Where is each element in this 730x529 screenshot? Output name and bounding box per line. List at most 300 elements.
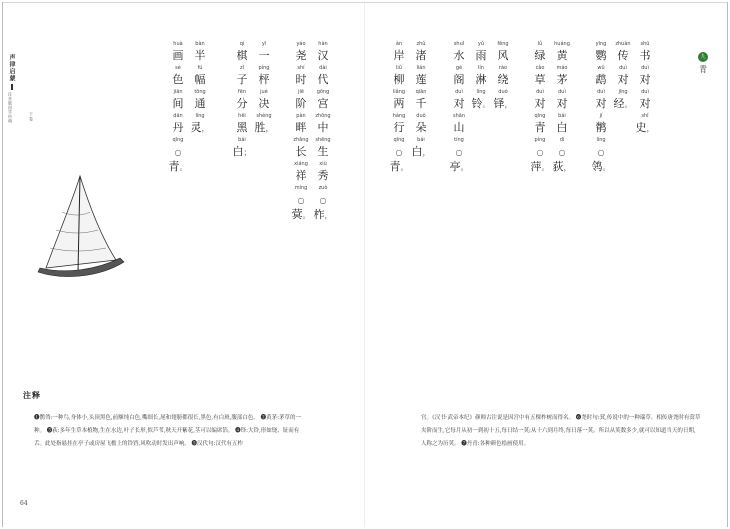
pinyin: zhǎng (293, 137, 309, 143)
hanzi-line (492, 97, 514, 111)
hanzi-line (231, 121, 253, 135)
hanzi-line (612, 97, 634, 111)
pinyin: qīng (534, 113, 546, 119)
page-edge-left (2, 2, 3, 527)
pinyin: zhuàn (615, 41, 631, 47)
pinyin: fú (197, 65, 203, 71)
hanzi: 一 (258, 49, 270, 62)
page-number: 64 (20, 500, 28, 507)
pinyin: gé (455, 65, 463, 71)
pinyin: huáng (554, 41, 570, 47)
hanzi: 鸰 (591, 160, 603, 173)
hanzi: 铎 (493, 97, 505, 110)
pinyin: cǎo (535, 65, 545, 71)
rhyme-circle-mark: ○ (297, 196, 305, 205)
hanzi: 传 (617, 49, 629, 62)
hanzi-line (388, 49, 410, 63)
pinyin: jīng (618, 89, 628, 95)
hanzi: 亭 (449, 160, 461, 173)
poem-column (470, 40, 492, 112)
poem-cell (167, 40, 189, 64)
pinyin: xiáng (294, 161, 308, 167)
hanzi-line (290, 73, 312, 87)
punctuation: 。 (482, 100, 491, 109)
hanzi: 畔 (295, 121, 307, 134)
poem-cell (388, 64, 410, 88)
pinyin: àn (395, 41, 403, 47)
notes-heading: 注释 (23, 390, 41, 400)
pinyin: huà (173, 41, 183, 47)
poem-column (388, 40, 410, 173)
pinyin: duì (558, 89, 566, 95)
poem-cell (529, 88, 551, 112)
pinyin: jiē (298, 89, 304, 95)
poem-cell (410, 40, 432, 64)
hanzi-line (551, 73, 573, 87)
hanzi: 长 (295, 145, 307, 158)
poem-cell (167, 112, 189, 136)
poem-cell (388, 40, 410, 64)
hanzi-line (529, 145, 551, 173)
hanzi: 白 (411, 145, 423, 158)
poem-cell (312, 160, 334, 184)
title-divider (11, 84, 13, 90)
hanzi: 对 (617, 73, 629, 86)
pinyin: wǔ (597, 65, 605, 71)
poem-cell (388, 88, 410, 112)
hanzi-line (612, 73, 634, 87)
pinyin: dí (559, 137, 565, 143)
hanzi-line (231, 49, 253, 63)
pinyin: shí (297, 65, 305, 71)
rhyme-circle-mark: ○ (395, 148, 403, 157)
hanzi-line (189, 49, 211, 63)
hanzi-line (634, 73, 656, 87)
hanzi-line (388, 121, 410, 135)
poem-cell (470, 64, 492, 88)
poem-cell (388, 112, 410, 136)
poem-cell (231, 40, 253, 64)
poem-cell (231, 88, 253, 112)
pinyin: shèng (256, 113, 272, 119)
poem-cell (290, 136, 312, 160)
poem-cell (388, 136, 410, 173)
poem-cell (231, 136, 253, 160)
hanzi-line (634, 49, 656, 63)
notes-left-paragraph: ❶鹡鸰:一种鸟,身体小,头顶黑色,前额纯白色,嘴细长,尾和翅膀都很长,黑色,有白斑,腹部白色。 ❷黄茅:茅草的一种。 ❸荻:多年生草本植物,生在水边,叶子长形,似芦苇,秋天开紫花,茎可以编席箔。 ❹铎:大铃,形如铙、钲而有舌。此处指悬挂在亭子或房屋飞檐上的铃铛,风吹动时发出声响。 ❺汉代句:汉代有五柞 (34, 415, 301, 447)
pinyin: sè (175, 65, 181, 71)
hanzi: 对 (639, 73, 651, 86)
poem-column (634, 40, 656, 136)
rhyme-number-badge: 九 (698, 52, 708, 62)
poem-cell (612, 64, 634, 88)
hanzi-line (590, 97, 612, 111)
poem-column (448, 40, 470, 173)
hanzi: 胜 (254, 121, 266, 134)
punctuation: ， (324, 211, 333, 220)
hanzi: 水 (453, 49, 465, 62)
hanzi: 对 (453, 97, 465, 110)
hanzi: 生 (317, 145, 329, 158)
pinyin: tōng (194, 89, 206, 95)
hanzi-line (290, 97, 312, 111)
pinyin: duì (455, 89, 463, 95)
pinyin: liǔ (396, 65, 402, 71)
hanzi-line (492, 73, 514, 87)
poem-cell (634, 40, 656, 64)
hanzi-line (388, 145, 410, 173)
pinyin: píng (258, 65, 270, 71)
book-subtitle: 注音版国学经典 (8, 92, 13, 124)
hanzi-line (551, 49, 573, 63)
hanzi-line (612, 49, 634, 63)
hanzi-line (253, 97, 275, 111)
hanzi: 朵 (415, 121, 427, 134)
poem-column (410, 40, 432, 160)
hanzi-line (167, 97, 189, 111)
pinyin: lǜ (537, 41, 543, 47)
poem-cell (189, 40, 211, 64)
poem-column (231, 40, 253, 160)
hanzi-line (312, 121, 334, 135)
hanzi: 尧 (295, 49, 307, 62)
poem-cell (634, 112, 656, 136)
pinyin: shǐ (641, 113, 649, 119)
notes-right-paragraph: 宫。《汉书·武帝本纪》颜师古注说是因宫中有五棵柞树而得名。 ❻尧时句:蓂,传说中的一种瑞草。相传唐尧时有蓂草夹阶而生,它每月从初一到初十五,每日结一荚;从十六到月终,每日落一荚。所以从荚数多少,就可以知道当天的日期,人称之为历荚。 ❼丹青:各种颜色绘画使用。 (421, 415, 701, 447)
poem-cell (167, 64, 189, 88)
hanzi-line (551, 145, 573, 173)
pinyin: duì (536, 89, 544, 95)
poem-cell (290, 184, 312, 221)
poem-cell (231, 64, 253, 88)
punctuation: 。 (179, 163, 188, 172)
hanzi-line (388, 73, 410, 87)
hanzi: 淋 (475, 73, 487, 86)
pinyin: bàn (195, 41, 205, 47)
hanzi-line (167, 145, 189, 173)
hanzi: 柳 (393, 73, 405, 86)
poem-cell (612, 40, 634, 64)
hanzi-line (231, 145, 253, 159)
hanzi-line (290, 49, 312, 63)
pinyin: tíng (454, 137, 464, 143)
poem-cell (410, 64, 432, 88)
poem-cell (634, 64, 656, 88)
hanzi-line (529, 49, 551, 63)
hanzi-line (290, 193, 312, 221)
poem-cell (312, 184, 334, 221)
poem-cell (529, 40, 551, 64)
hanzi-line (231, 97, 253, 111)
rhyme-circle-mark: ○ (558, 148, 566, 157)
pinyin: jiān (173, 89, 183, 95)
poem-cell (470, 88, 492, 112)
pinyin: bái (558, 113, 566, 119)
pinyin: liǎng (392, 89, 406, 95)
poem-cell (448, 88, 470, 112)
hanzi-line (551, 121, 573, 135)
pinyin: háng (392, 113, 406, 119)
punctuation: ， (646, 124, 655, 133)
punctuation: ； (243, 148, 252, 157)
poem-column (529, 40, 551, 173)
poem-cell (492, 88, 514, 112)
hanzi: 幅 (194, 73, 206, 86)
hanzi: 蓂 (291, 208, 303, 221)
pinyin: shū (640, 41, 650, 47)
hanzi: 风 (497, 49, 509, 62)
hanzi: 半 (194, 49, 206, 62)
hanzi: 青 (534, 121, 546, 134)
poem-cell (529, 64, 551, 88)
hanzi-line (167, 49, 189, 63)
hanzi: 绿 (534, 49, 546, 62)
hanzi: 对 (534, 97, 546, 110)
poem-cell (448, 40, 470, 64)
pinyin: duǒ (416, 113, 426, 119)
pinyin: duì (597, 89, 605, 95)
hanzi: 阁 (453, 73, 465, 86)
pinyin: hàn (318, 41, 328, 47)
pinyin: dài (319, 65, 327, 71)
hanzi: 阶 (295, 97, 307, 110)
hanzi-line (634, 121, 656, 135)
pinyin: yī (261, 41, 267, 47)
hanzi-line (189, 97, 211, 111)
book-title: 声律启蒙 (8, 54, 15, 82)
hanzi-line (590, 145, 612, 173)
hanzi: 宫 (317, 97, 329, 110)
pinyin: lín (478, 65, 484, 71)
hanzi: 灵 (190, 121, 202, 134)
pinyin: qiān (415, 89, 427, 95)
hanzi-line (529, 121, 551, 135)
poem-cell (529, 136, 551, 173)
poem-cell (634, 88, 656, 112)
hanzi-line (634, 97, 656, 111)
punctuation: 。 (460, 163, 469, 172)
hanzi: 子 (236, 73, 248, 86)
rhyme-circle-mark: ○ (536, 148, 544, 157)
hanzi-line (590, 49, 612, 63)
pinyin: zǐ (239, 65, 244, 71)
hanzi-line (448, 97, 470, 111)
punctuation: 。 (541, 163, 550, 172)
hanzi: 间 (172, 97, 184, 110)
hanzi: 对 (639, 97, 651, 110)
pinyin: jí (599, 113, 603, 119)
pinyin: yáo (296, 41, 306, 47)
hanzi-line (551, 97, 573, 111)
hanzi-line (410, 145, 432, 159)
hanzi-line (410, 97, 432, 111)
poem-cell (410, 112, 432, 136)
rhyme-circle-mark: ○ (597, 148, 605, 157)
hanzi: 雨 (475, 49, 487, 62)
punctuation: 。 (624, 100, 633, 109)
hanzi-line (470, 97, 492, 111)
punctuation: ， (201, 124, 210, 133)
punctuation: 。 (302, 211, 311, 220)
hanzi: 决 (258, 97, 270, 110)
hanzi: 代 (317, 73, 329, 86)
hanzi: 白 (556, 121, 568, 134)
hanzi: 青 (389, 160, 401, 173)
poem-cell (312, 64, 334, 88)
poem-cell (590, 88, 612, 112)
hanzi-line (529, 73, 551, 87)
rhyme-circle-mark: ○ (174, 148, 182, 157)
poem-cell (590, 112, 612, 136)
hanzi: 黑 (236, 121, 248, 134)
sail-shape (46, 176, 116, 268)
poem-cell (253, 88, 275, 112)
pinyin: máo (556, 65, 568, 71)
poem-cell (590, 136, 612, 173)
punctuation: ， (265, 124, 274, 133)
pinyin: líng (195, 113, 205, 119)
poem-cell (167, 136, 189, 173)
poem-cell (231, 112, 253, 136)
hanzi: 棋 (236, 49, 248, 62)
pinyin: líng (596, 137, 606, 143)
hanzi: 黄 (556, 49, 568, 62)
poem-cell (612, 88, 634, 112)
poem-cell (312, 136, 334, 160)
pinyin: qí (239, 41, 245, 47)
hanzi: 对 (556, 97, 568, 110)
hanzi: 荻 (552, 160, 564, 173)
hanzi-line (312, 97, 334, 111)
hanzi: 枰 (258, 73, 270, 86)
pinyin: bái (238, 137, 246, 143)
hanzi: 青 (168, 160, 180, 173)
pinyin: shēng (315, 137, 331, 143)
hanzi-line (590, 73, 612, 87)
poem-column (312, 40, 334, 221)
punctuation: 。 (602, 163, 611, 172)
pinyin: duì (619, 65, 627, 71)
poem-cell (410, 88, 432, 112)
hanzi: 画 (172, 49, 184, 62)
pinyin: píng (534, 137, 546, 143)
poem-cell (290, 112, 312, 136)
hanzi: 丹 (172, 121, 184, 134)
poem-cell (448, 64, 470, 88)
punctuation: ， (422, 148, 431, 157)
poem-cell (290, 160, 312, 184)
poem-column (290, 40, 312, 221)
rhyme-character: 青 (699, 65, 707, 74)
poem-cell (492, 40, 514, 64)
poem-cell (590, 40, 612, 64)
poem-cell (551, 40, 573, 64)
poem-cell (551, 112, 573, 136)
pinyin: xiù (319, 161, 327, 167)
hanzi: 鹉 (595, 73, 607, 86)
hanzi-line (312, 193, 334, 221)
poem-column (551, 40, 573, 173)
pinyin: qīng (172, 137, 184, 143)
hanzi-line (410, 121, 432, 135)
pinyin: duì (641, 89, 649, 95)
pinyin: hēi (238, 113, 246, 119)
hanzi-line (388, 97, 410, 111)
rhyme-circle-mark: ○ (455, 148, 463, 157)
poem-cell (253, 112, 275, 136)
poem-cell (253, 64, 275, 88)
hanzi: 草 (534, 73, 546, 86)
hanzi: 色 (172, 73, 184, 86)
poem-cell (312, 40, 334, 64)
pinyin: jué (260, 89, 268, 95)
hanzi-line (529, 97, 551, 111)
hanzi-line (448, 145, 470, 173)
poem-cell (492, 64, 514, 88)
hanzi-line (189, 121, 211, 135)
pinyin: yīng (595, 41, 607, 47)
poem-cell (189, 64, 211, 88)
hanzi: 汉 (317, 49, 329, 62)
hanzi-line (448, 121, 470, 135)
poem-column (189, 40, 211, 136)
volume-label: 下卷 (29, 112, 34, 122)
hanzi-line (312, 73, 334, 87)
hanzi-line (290, 169, 312, 183)
hanzi: 两 (393, 97, 405, 110)
hanzi-line (167, 121, 189, 135)
hanzi-line (312, 145, 334, 159)
sailboat-ink-illustration (32, 172, 128, 282)
pinyin: qīng (393, 137, 405, 143)
pinyin: fēng (497, 41, 509, 47)
poem-cell (189, 88, 211, 112)
hanzi: 对 (595, 97, 607, 110)
hanzi-line (253, 121, 275, 135)
hanzi-line (470, 49, 492, 63)
hanzi: 萍 (530, 160, 542, 173)
poem-column (590, 40, 612, 173)
hanzi: 史 (635, 121, 647, 134)
poem-cell (470, 40, 492, 64)
hanzi-line (590, 121, 612, 135)
hanzi-line (290, 145, 312, 159)
pinyin: lián (416, 65, 426, 71)
poem-cell (529, 112, 551, 136)
poem-cell (312, 112, 334, 136)
pinyin: pàn (296, 113, 306, 119)
hanzi: 鹡 (595, 121, 607, 134)
running-header (7, 54, 17, 124)
hanzi: 山 (453, 121, 465, 134)
pinyin: zhōng (315, 113, 331, 119)
pinyin: duó (498, 89, 508, 95)
hanzi: 白 (232, 145, 244, 158)
hanzi-line (167, 73, 189, 87)
hanzi-line (448, 49, 470, 63)
pinyin: fēn (237, 89, 246, 95)
hanzi: 书 (639, 49, 651, 62)
poem-cell (551, 88, 573, 112)
hanzi: 鹦 (595, 49, 607, 62)
hanzi-line (312, 49, 334, 63)
hanzi: 祥 (295, 169, 307, 182)
pinyin: gōng (316, 89, 330, 95)
hanzi: 绕 (497, 73, 509, 86)
hanzi: 时 (295, 73, 307, 86)
poem-cell (590, 64, 612, 88)
pinyin: shān (452, 113, 465, 119)
